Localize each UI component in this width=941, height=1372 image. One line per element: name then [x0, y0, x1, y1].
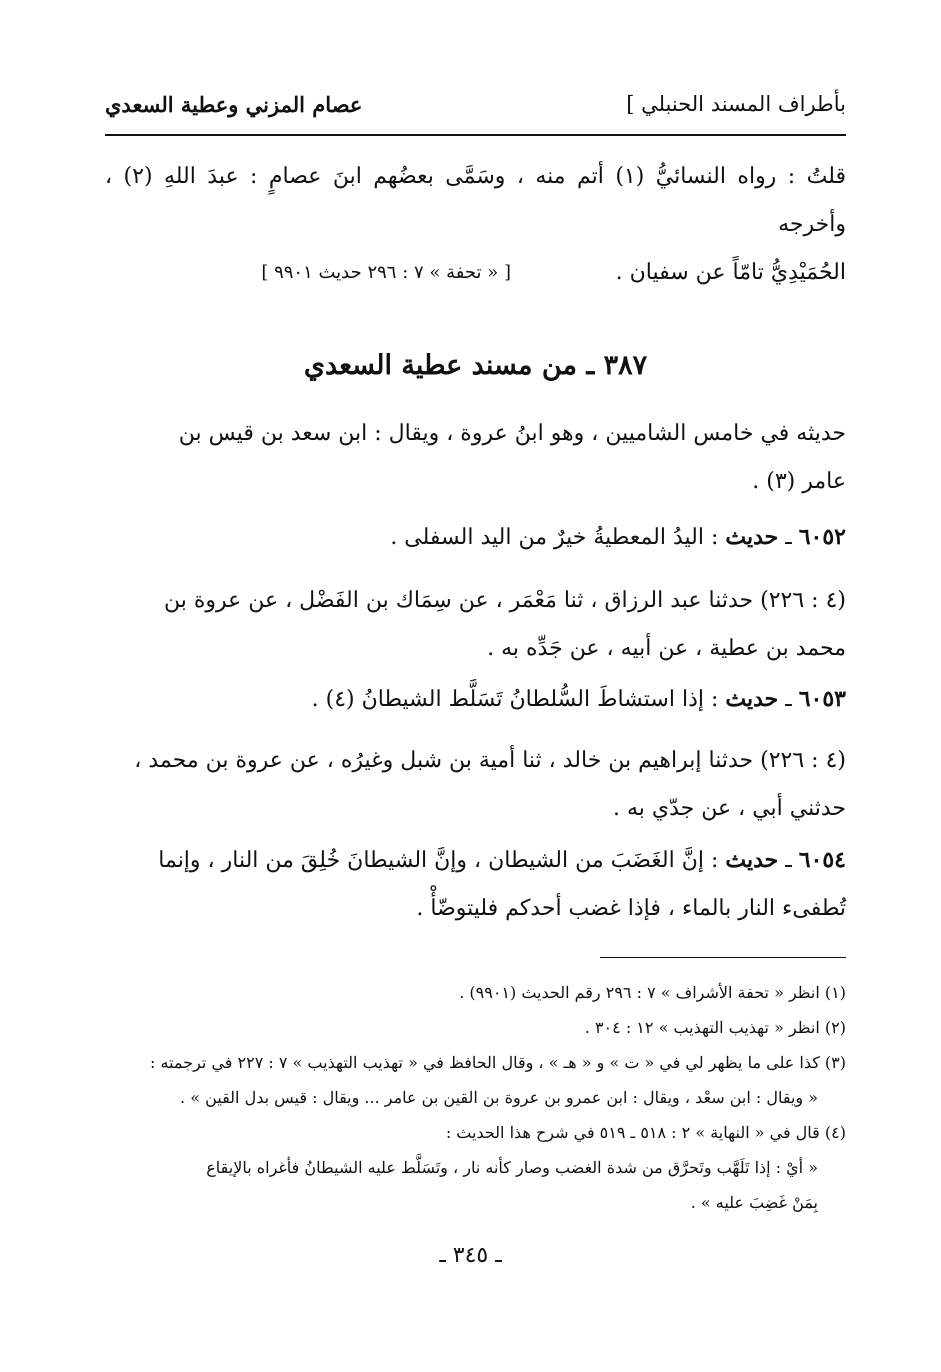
hadith-label: حديث	[725, 686, 779, 712]
hadith-text-line: ٦٠٥٢ ـ حديث : اليدُ المعطيةُ خيرٌ من اليد السفلى .	[390, 524, 846, 550]
footnote-3-continued: « ويقال : ابن سعْد ، ويقال : ابن عمرو بن عروة بن القين بن عامر ... ويقال : قيس بدل القين » .	[180, 1088, 818, 1107]
isnad-line-2: حدثني أبي ، عن جدّي به .	[612, 796, 846, 821]
hadith-number: ٦٠٥٤	[798, 847, 846, 873]
tuhfa-reference: [ « تحفة » ٧ : ٢٩٦ حديث ٩٩٠١ ]	[261, 262, 511, 283]
header-section-title: عصام المزني وعطية السعدي	[105, 92, 363, 117]
footnotes	[105, 975, 846, 1220]
section-title: ٣٨٧ ـ من مسند عطية السعدي	[303, 350, 648, 381]
isnad-line-1: (٤ : ٢٢٦) حدثنا إبراهيم بن خالد ، ثنا أمية بن شبل وغيرُه ، عن عروة بن محمد ،	[134, 748, 846, 773]
hadith-text: : إذا استشاطَ السُّلطانُ تَسَلَّط الشيطانُ (٤) .	[311, 687, 719, 712]
hadith-text: : إنَّ الغَضَبَ من الشيطان ، وإنَّ الشيطانَ خُلِقَ من النار ، وإنما	[158, 848, 719, 873]
isnad-line-2: محمد بن عطية ، عن أبيه ، عن جَدِّه به .	[487, 636, 846, 661]
section-intro-line-1: حديثه في خامس الشاميين ، وهو ابنُ عروة ، ويقال : ابن سعد بن قيس بن	[178, 421, 846, 446]
hadith-label: حديث	[725, 524, 779, 550]
isnad-line-1: (٤ : ٢٢٦) حدثنا عبد الرزاق ، ثنا مَعْمَر ، عن سِمَاك بن الفَضْل ، عن عروة بن	[163, 588, 846, 613]
footnote-4-quote: « أيْ : إذا تَلَهَّب وتَحرَّق من شدة الغضب وصار كأنه نار ، وتَسَلَّط عليه الشيطانُ فأغراه بالإيقاع	[206, 1158, 818, 1177]
hadith-text-line: ٦٠٥٣ ـ حديث : إذا استشاطَ السُّلطانُ تَسَلَّط الشيطانُ (٤) .	[311, 686, 846, 712]
hadith-text-line: ٦٠٥٤ ـ حديث : إنَّ الغَضَبَ من الشيطان ، وإنَّ الشيطانَ خُلِقَ من النار ، وإنما	[158, 847, 846, 873]
isnad-6053	[105, 737, 846, 833]
hadith-text-line-2: تُطفىء النار بالماء ، فإذا غضب أحدكم فليتوضّأْ .	[416, 896, 846, 921]
footnote-1: (١) انظر « تحفة الأشراف » ٧ : ٢٩٦ رقم الحديث (٩٩٠١) .	[459, 983, 846, 1002]
header-book-title: بأطراف المسند الحنبلي ]	[626, 92, 846, 116]
running-header	[105, 92, 846, 128]
intro-line-2: الحُمَيْدِيُّ تامّاً عن سفيان .	[615, 260, 846, 285]
section-intro-line-2: عامر (٣) .	[752, 469, 846, 494]
hadith-6053	[105, 675, 846, 724]
footnote-divider	[600, 957, 846, 958]
isnad-6052	[105, 577, 846, 673]
footnote-3: (٣) كذا على ما يظهر لي في « ت » و « هـ » ، وقال الحافظ في « تهذيب التهذيب » ٧ : ٢٢٧ في ترجمته :	[150, 1053, 846, 1072]
hadith-label: حديث	[725, 847, 779, 873]
footnote-2: (٢) انظر « تهذيب التهذيب » ١٢ : ٣٠٤ .	[584, 1018, 846, 1037]
intro-line-1: قلتُ : رواه النسائيُّ (١) أتم منه ، وسَمَّى بعضُهم ابنَ عصامٍ : عبدَ اللهِ (٢) ، وأخرجه	[105, 164, 846, 237]
page-number: ـ ٣٤٥ ـ	[439, 1243, 502, 1268]
footnote-4-quote-end: بِمَنْ غَضِبَ عليه » .	[690, 1193, 818, 1212]
hadith-number: ٦٠٥٣	[798, 686, 846, 712]
section-intro	[105, 410, 846, 506]
hadith-6052	[105, 513, 846, 562]
header-divider	[105, 134, 846, 136]
hadith-6054	[105, 836, 846, 933]
footnote-4: (٤) قال في « النهاية » ٢ : ٥١٨ ـ ٥١٩ في شرح هذا الحديث :	[445, 1123, 846, 1142]
hadith-text: : اليدُ المعطيةُ خيرٌ من اليد السفلى .	[390, 525, 719, 550]
hadith-number: ٦٠٥٢	[798, 524, 846, 550]
